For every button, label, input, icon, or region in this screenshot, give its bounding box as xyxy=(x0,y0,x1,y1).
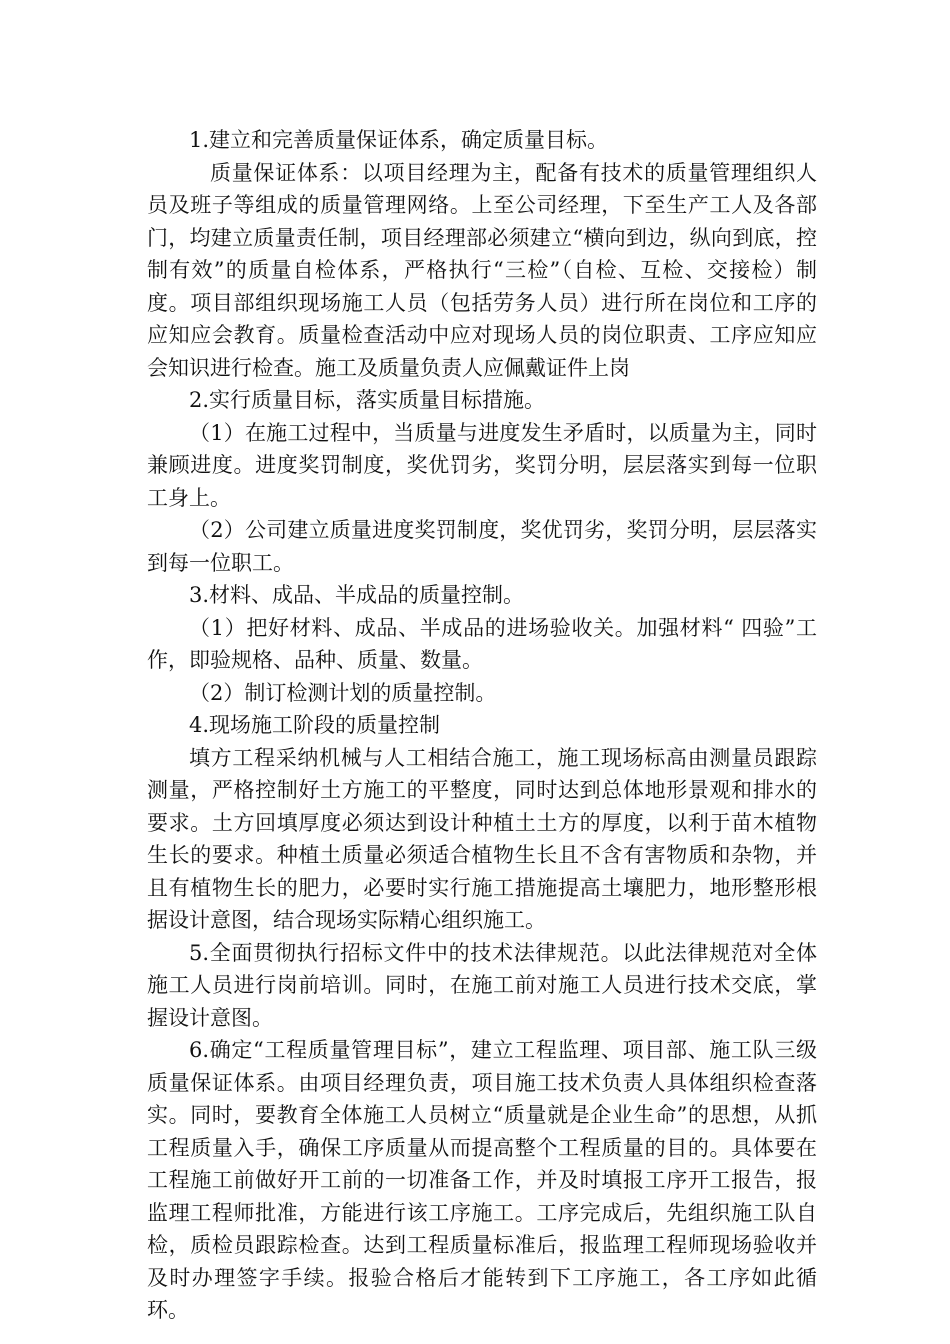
section-heading-3: 3.材料、成品、半成品的质量控制。 xyxy=(189,583,525,607)
sub-item-paragraph: （2）公司建立质量进度奖罚制度，奖优罚劣，奖罚分明，层层落实到每一位职工。 xyxy=(147,518,817,575)
sub-item-paragraph: （1）在施工过程中，当质量与进度发生矛盾时，以质量为主，同时兼顾进度。进度奖罚制度，奖优罚劣，奖罚分明，层层落实到每一位职工身上。 xyxy=(147,420,817,510)
section-heading-4: 4.现场施工阶段的质量控制 xyxy=(189,713,441,737)
sub-item-paragraph: （1）把好材料、成品、半成品的进场验收关。加强材料“ 四验”工作，即验规格、品种、质量、数量。 xyxy=(147,615,817,672)
sub-item-paragraph: （2）制订检测计划的质量控制。 xyxy=(189,680,497,705)
section-paragraph-5: 5.全面贯彻执行招标文件中的技术法律规范。以此法律规范对全体施工人员进行岗前培训。同时，在施工前对施工人员进行技术交底，掌握设计意图。 xyxy=(147,940,817,1030)
section-paragraph-6: 6.确定“工程质量管理目标”，建立工程监理、项目部、施工队三级质量保证体系。由项目经理负责，项目施工技术负责人具体组织检查落实。同时，要教育全体施工人员树立“质量就是企业生命”的思想，从抓工程质量入手，确保工序质量从而提高整个工程质量的目的。具体要在工程施工前做好开工前的一切准备工作，并及时填报工序开工报告，报监理工程师批准，方能进行该工序施工。工序完成后，先组织施工队自检，质检员跟踪检查。达到工程质量标准后，报监理工程师现场验收并及时办理签字手续。报验合格后才能转到下工序施工，各工序如此循环。 xyxy=(147,1038,817,1322)
body-paragraph: 填方工程采纳机械与人工相结合施工，施工现场标高由测量员跟踪测量，严格控制好土方施工的平整度，同时达到总体地形景观和排水的要求。土方回填厚度必须达到设计种植土土方的厚度，以利于苗木植物生长的要求。种植土质量必须适合植物生长且不含有害物质和杂物，并且有植物生长的肥力，必要时实行施工措施提高土壤肥力，地形整形根据设计意图，结合现场实际精心组织施工。 xyxy=(147,745,817,932)
body-paragraph: 质量保证体系：以项目经理为主，配备有技术的质量管理组织人员及班子等组成的质量管理网络。上至公司经理，下至生产工人及各部门，均建立质量责任制，项目经理部必须建立“横向到边，纵向到底，控制有效”的质量自检体系，严格执行“三检”（自检、互检、交接检）制度。项目部组织现场施工人员（包括劳务人员）进行所在岗位和工序的应知应会教育。质量检查活动中应对现场人员的岗位职责、工序应知应会知识进行检查。施工及质量负责人应佩戴证件上岗 xyxy=(147,160,817,380)
document-body xyxy=(147,124,817,1327)
section-heading-1: 1.建立和完善质量保证体系，确定质量目标。 xyxy=(189,128,609,152)
section-heading-2: 2.实行质量目标，落实质量目标措施。 xyxy=(189,388,546,412)
